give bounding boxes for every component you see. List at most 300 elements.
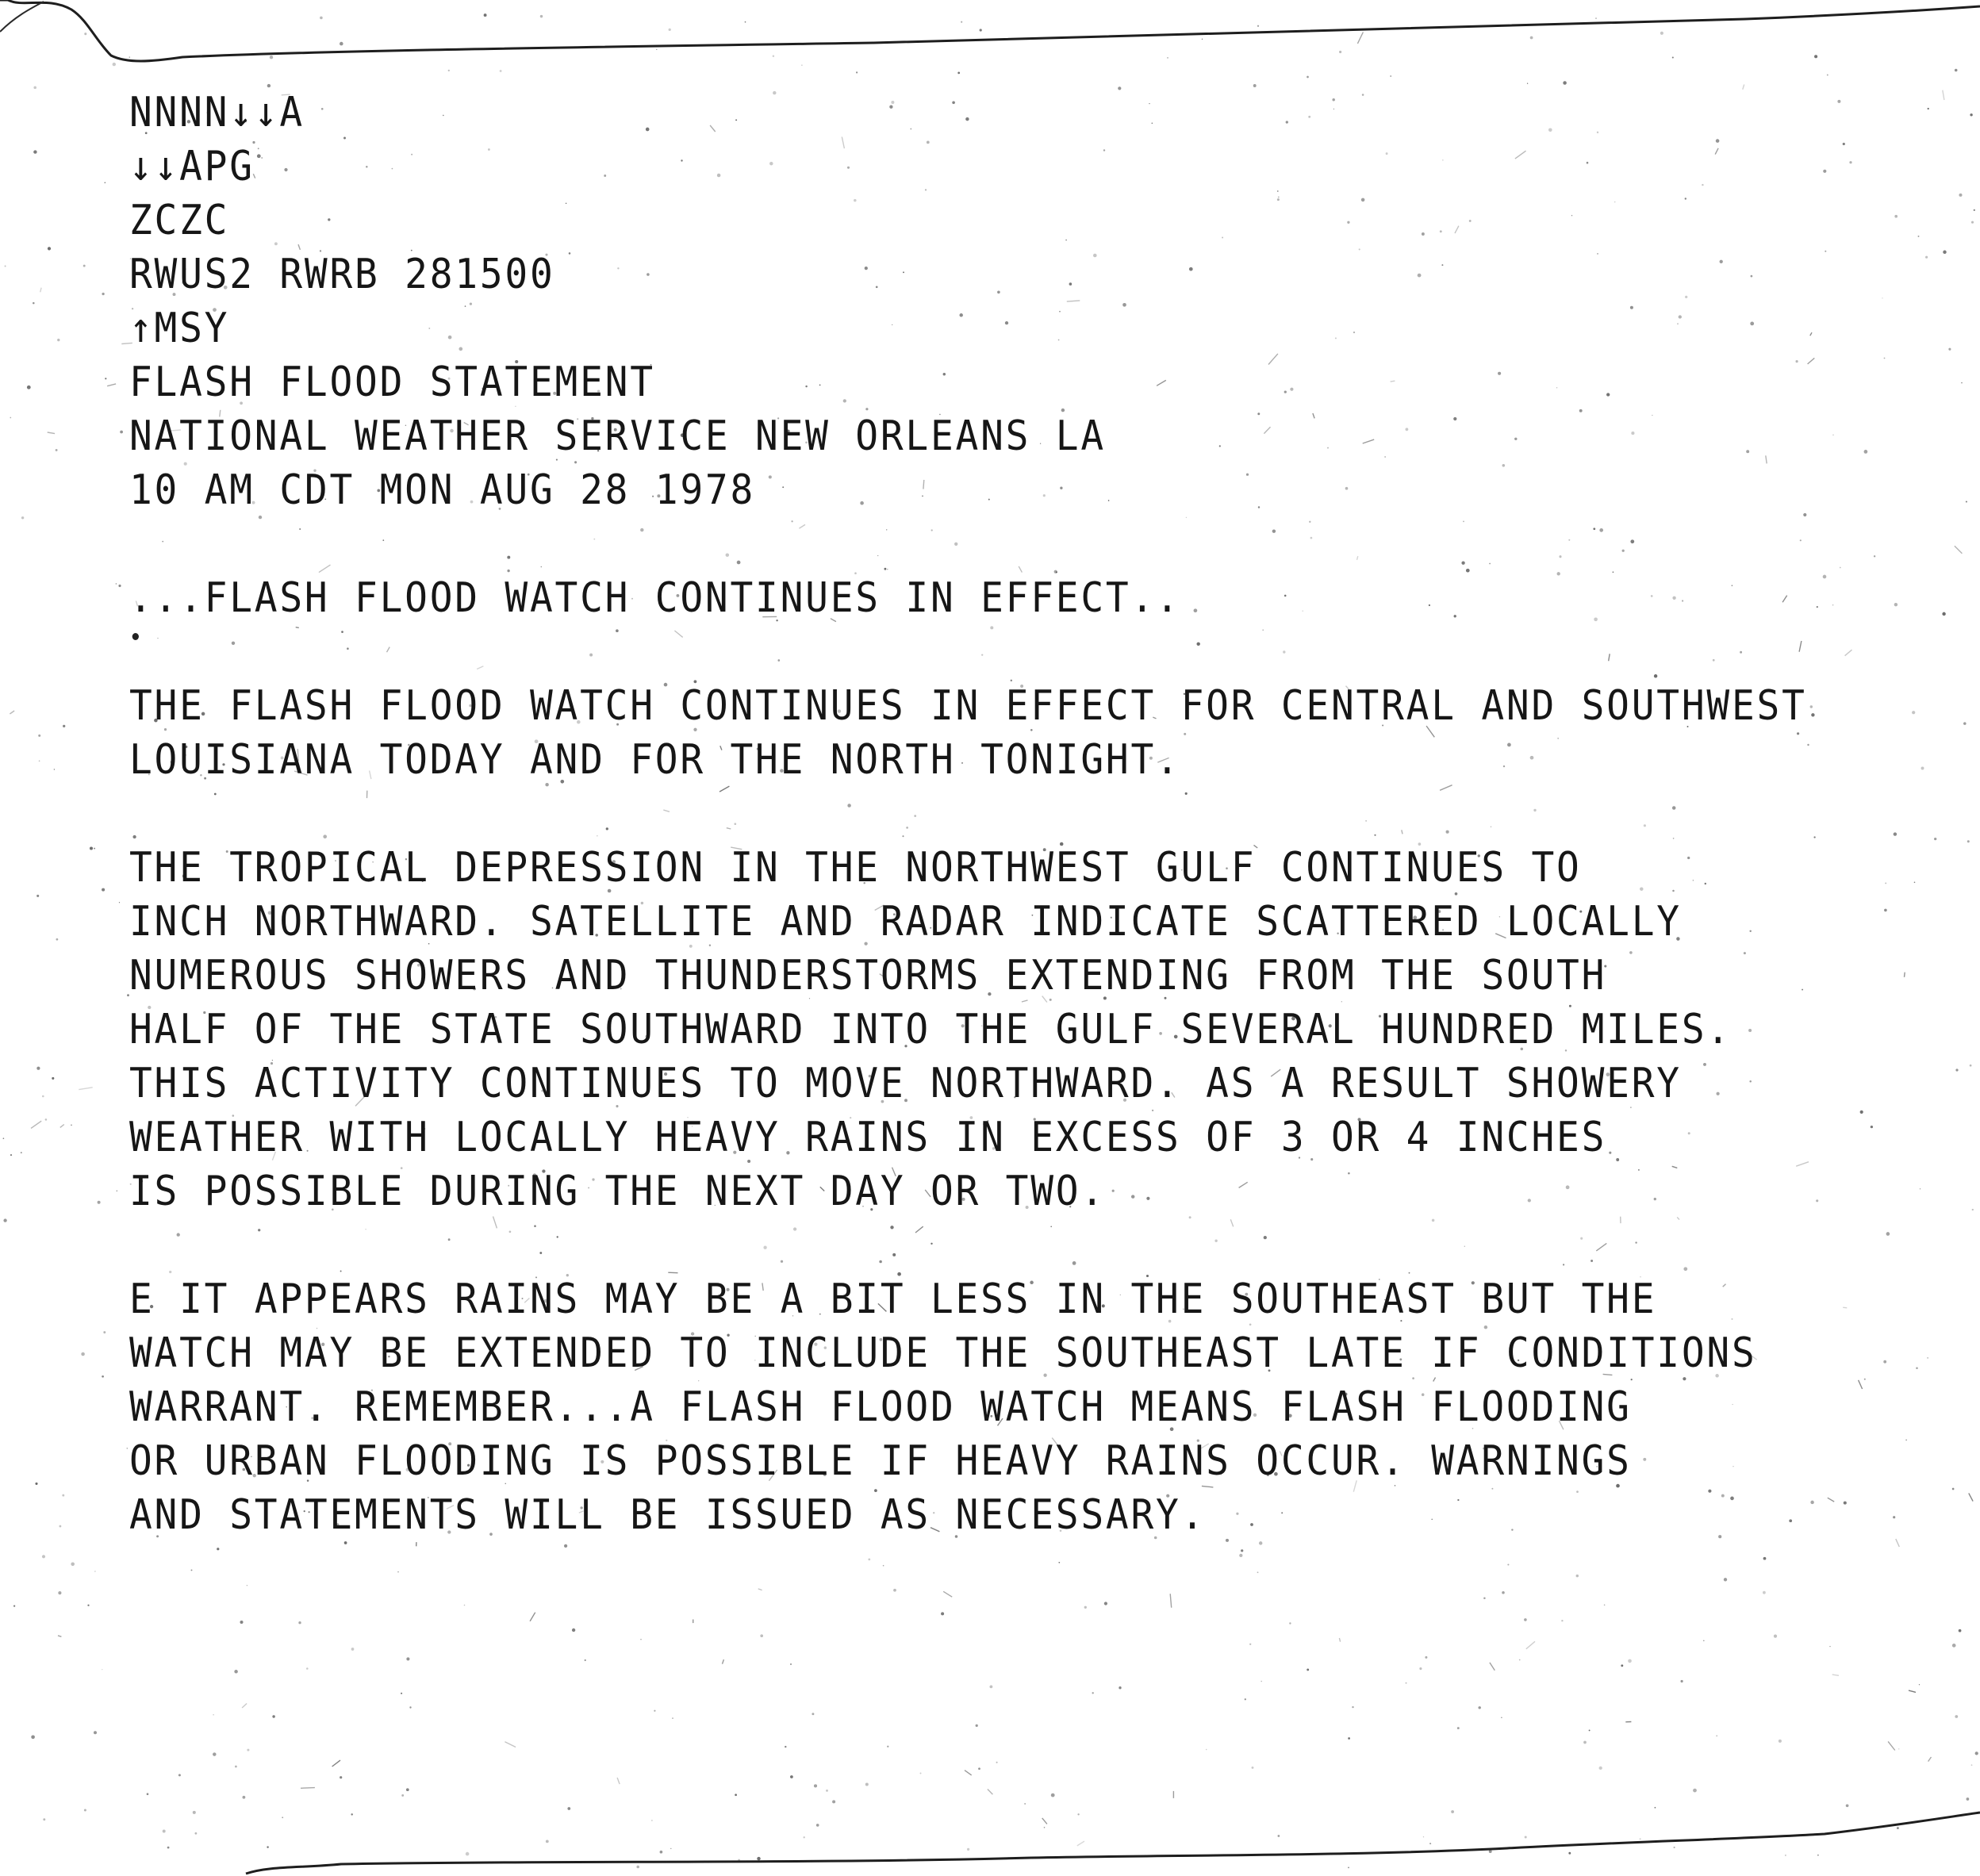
scratch: [1928, 1757, 1932, 1762]
speckle: [760, 1634, 763, 1637]
speckle: [1959, 1629, 1962, 1632]
speckle: [1763, 1557, 1767, 1560]
scratch: [758, 1589, 762, 1590]
speckle: [1816, 1199, 1818, 1202]
speckle: [10, 417, 11, 419]
speckle: [1918, 236, 1920, 237]
speckle: [1119, 1686, 1121, 1689]
speckle: [102, 1375, 104, 1378]
paragraph-line: E IT APPEARS RAINS MAY BE A BIT LESS IN THE SOUTHEAST BUT THE: [129, 1276, 1657, 1323]
spacer: [129, 652, 1771, 679]
speckle: [118, 585, 121, 587]
speckle: [351, 1813, 352, 1815]
scratch: [60, 1125, 64, 1128]
speckle: [1796, 360, 1798, 363]
speckle: [21, 516, 24, 519]
speckle: [1803, 513, 1806, 516]
scratch: [1490, 1663, 1495, 1671]
speckle: [58, 1591, 61, 1594]
speckle: [103, 1331, 106, 1333]
speckle: [1942, 612, 1945, 616]
speckle: [1823, 575, 1827, 579]
speckle: [33, 86, 36, 90]
scratch: [723, 1659, 724, 1664]
speckle: [1502, 1591, 1505, 1594]
speckle: [1955, 1715, 1958, 1718]
speckle: [10, 1154, 12, 1156]
top-paper-edge: [0, 0, 1980, 61]
speckle: [1628, 1659, 1632, 1663]
speckle: [1955, 1068, 1958, 1071]
speckle: [409, 1706, 411, 1708]
speckle: [3, 1137, 5, 1139]
speckle: [980, 29, 982, 31]
paragraph-line: OR URBAN FLOODING IS POSSIBLE IF HEAVY RAINS OCCUR. WARNINGS: [129, 1437, 1632, 1485]
scratch: [1357, 33, 1363, 44]
speckle: [129, 56, 130, 57]
paragraph-3: [129, 1272, 1771, 1542]
speckle: [773, 55, 774, 56]
paragraph-line: NUMEROUS SHOWERS AND THUNDERSTORMS EXTENDING FROM THE SOUTH: [129, 952, 1607, 999]
speckle: [147, 1793, 149, 1795]
scratch: [31, 1121, 41, 1128]
speckle: [1681, 1680, 1683, 1682]
speckle: [1352, 1706, 1353, 1708]
speckle: [1429, 1843, 1431, 1844]
speckle: [1104, 1602, 1107, 1605]
message-header: [129, 86, 1771, 517]
scratch: [40, 288, 41, 293]
headline: ...FLASH FLOOD WATCH CONTINUES IN EFFECT..: [129, 574, 1181, 622]
scratch: [1796, 1162, 1809, 1167]
speckle: [90, 846, 93, 850]
speckle: [1871, 1126, 1873, 1128]
scratch: [1955, 546, 1963, 553]
speckle: [757, 1857, 760, 1860]
speckle: [1898, 1748, 1899, 1749]
scratch: [79, 1088, 92, 1090]
speckle: [401, 1693, 402, 1694]
speckle: [1844, 1502, 1847, 1505]
speckle: [120, 431, 123, 434]
speckle: [790, 1775, 793, 1778]
scratch: [242, 1704, 247, 1709]
speckle: [1894, 603, 1898, 606]
speckle: [27, 386, 31, 389]
speckle: [672, 1717, 673, 1719]
speckle: [33, 150, 36, 153]
speckle: [976, 1724, 978, 1727]
speckle: [340, 42, 343, 46]
speckle: [35, 1483, 37, 1485]
speckle: [1952, 1488, 1955, 1490]
speckle: [1202, 39, 1203, 40]
speckle: [484, 13, 487, 17]
speckle: [1966, 501, 1967, 502]
speckle: [865, 1782, 869, 1786]
speckle: [1843, 143, 1845, 145]
speckle: [1167, 57, 1168, 59]
speckle: [540, 15, 543, 17]
speckle: [1451, 1810, 1454, 1813]
speckle: [1483, 1598, 1486, 1600]
speckle: [1874, 555, 1875, 557]
speckle: [1245, 1698, 1246, 1700]
speckle: [812, 1713, 814, 1715]
speckle: [989, 1685, 992, 1688]
speckle: [660, 1851, 663, 1854]
speckle: [1811, 713, 1814, 716]
speckle: [45, 1118, 48, 1121]
speckle: [546, 1840, 549, 1843]
speckle: [1807, 744, 1809, 746]
speckle: [5, 266, 6, 267]
speckle: [1249, 1644, 1251, 1645]
speckle: [21, 1152, 22, 1153]
speckle: [814, 1784, 817, 1787]
speckle: [1897, 1827, 1899, 1829]
speckle: [42, 1095, 44, 1098]
speckle: [113, 63, 116, 66]
speckle: [1583, 1741, 1587, 1744]
speckle: [1955, 69, 1958, 72]
paragraph-line: IS POSSIBLE DURING THE NEXT DAY OR TWO.: [129, 1168, 1106, 1215]
speckle: [270, 56, 273, 59]
speckle: [1561, 1620, 1563, 1621]
speckle: [1478, 1706, 1480, 1709]
speckle: [826, 1790, 828, 1792]
speckle: [306, 1667, 309, 1670]
speckle: [1967, 840, 1970, 842]
speckle: [43, 1818, 45, 1820]
separator-dot: [129, 625, 1771, 652]
speckle: [1206, 1749, 1207, 1751]
scratch: [617, 1778, 620, 1784]
scratch: [965, 1770, 972, 1775]
speckle: [240, 1621, 243, 1624]
speckle: [466, 1852, 470, 1856]
speckle: [71, 1563, 75, 1567]
speckle: [87, 1605, 89, 1606]
speckle: [1595, 17, 1597, 19]
speckle: [1925, 256, 1928, 259]
speckle: [340, 1776, 342, 1778]
scratch: [1042, 1818, 1047, 1824]
speckle: [656, 49, 657, 50]
speckle: [1307, 1668, 1309, 1671]
speckle: [235, 1766, 237, 1768]
speckle: [816, 1824, 819, 1827]
speckle: [1785, 1855, 1786, 1856]
speckle: [1789, 1519, 1792, 1522]
speckle: [1885, 882, 1886, 884]
speckle: [1307, 76, 1309, 79]
speckle: [585, 1659, 586, 1661]
speckle: [191, 1569, 193, 1571]
speckle: [804, 1836, 805, 1838]
header-line: NNNN↓↓A: [129, 89, 305, 136]
speckle: [1241, 1549, 1243, 1552]
speckle: [406, 1657, 409, 1660]
speckle: [1568, 1852, 1571, 1855]
speckle: [1348, 1866, 1349, 1868]
speckle: [1916, 1367, 1918, 1369]
speckle: [1519, 1659, 1521, 1661]
speckle: [1849, 161, 1851, 163]
speckle: [1660, 32, 1663, 35]
speckle: [957, 72, 960, 75]
speckle: [234, 1670, 238, 1674]
speckle: [654, 1710, 655, 1712]
speckle: [36, 1067, 40, 1070]
paragraph-line: AND STATEMENTS WILL BE ISSUED AS NECESSARY.: [129, 1491, 1207, 1539]
scratch: [1859, 1380, 1863, 1389]
speckle: [1921, 767, 1924, 770]
speckle: [163, 1830, 166, 1833]
speckle: [102, 888, 105, 892]
speckle: [1423, 1836, 1424, 1837]
scratch: [1170, 1594, 1172, 1608]
speckle: [98, 1201, 101, 1204]
speckle: [738, 1859, 740, 1862]
header-line: ZCZC: [129, 197, 230, 244]
speckle: [1813, 836, 1815, 838]
paragraph-1: [129, 679, 1807, 787]
speckle: [1252, 1767, 1254, 1769]
speckle: [1948, 348, 1951, 351]
speckle: [1527, 83, 1528, 84]
speckle: [116, 583, 117, 585]
speckle: [1239, 1554, 1242, 1557]
speckle: [1489, 1850, 1492, 1853]
speckle: [941, 1612, 944, 1615]
issuing-office: NATIONAL WEATHER SERVICE NEW ORLEANS LA: [129, 412, 1106, 460]
speckle: [1814, 55, 1817, 58]
scratch: [1909, 1690, 1916, 1692]
scratch: [10, 711, 14, 714]
speckle: [1886, 1232, 1890, 1236]
speckle: [1975, 1751, 1978, 1755]
speckle: [42, 1555, 45, 1558]
speckle: [1943, 251, 1947, 255]
speckle: [500, 70, 502, 72]
speckle: [1257, 1571, 1259, 1573]
speckle: [1763, 1591, 1766, 1594]
speckle: [84, 33, 86, 35]
speckle: [1884, 358, 1886, 359]
speckle: [83, 265, 86, 267]
speckle: [1840, 567, 1841, 569]
speckle: [39, 760, 40, 762]
scratch: [1808, 358, 1815, 364]
speckle: [94, 848, 95, 850]
speckle: [1832, 604, 1834, 606]
speckle: [1621, 1664, 1623, 1667]
scratch: [1782, 596, 1787, 603]
paragraph-line: THE TROPICAL DEPRESSION IN THE NORTHWEST GULF CONTINUES TO: [129, 844, 1582, 892]
scratch: [332, 1760, 340, 1767]
speckle: [62, 1494, 64, 1497]
speckle: [1077, 1813, 1079, 1815]
speckle: [790, 1663, 792, 1665]
header-line: ↓↓APG: [129, 143, 255, 190]
scratch: [1077, 1841, 1084, 1846]
speckle: [1044, 1827, 1046, 1828]
speckle: [63, 725, 65, 727]
speckle: [1576, 1575, 1579, 1577]
speckle: [670, 1848, 671, 1849]
speckle: [33, 302, 35, 305]
speckle: [745, 21, 746, 23]
speckle: [1963, 722, 1967, 725]
speckle: [1884, 909, 1887, 912]
speckle: [1810, 705, 1813, 708]
speckle: [883, 1565, 884, 1567]
speckle: [193, 1811, 196, 1814]
speckle: [636, 1866, 639, 1869]
speckle: [1972, 1209, 1974, 1210]
speckle: [1390, 75, 1391, 77]
speckle: [1919, 1684, 1920, 1685]
speckle: [1693, 1789, 1697, 1793]
speckle: [1589, 1729, 1591, 1731]
speckle: [1563, 81, 1567, 85]
speckle: [1779, 1740, 1782, 1743]
speckle: [1797, 732, 1799, 735]
spacer: [129, 787, 1771, 841]
speckle: [81, 1352, 85, 1356]
speckle: [1827, 75, 1828, 76]
paragraph-line: WARRANT. REMEMBER...A FLASH FLOOD WATCH MEANS FLASH FLOODING: [129, 1383, 1632, 1431]
scratch: [943, 1591, 952, 1597]
speckle: [1024, 1803, 1025, 1804]
statement-title: FLASH FLOOD STATEMENT: [129, 359, 655, 406]
speckle: [1774, 1635, 1777, 1638]
speckle: [1289, 1622, 1291, 1624]
speckle: [961, 21, 962, 23]
speckle: [52, 1077, 54, 1080]
header-line: RWUS2 RWRB 281500: [129, 251, 555, 298]
spacer: [129, 517, 1771, 571]
teletype-message: [129, 86, 1807, 1542]
speckle: [1967, 1797, 1970, 1801]
speckle: [1905, 1439, 1907, 1441]
top-corner-fold: [0, 2, 44, 32]
speckle: [31, 1735, 35, 1739]
scratch: [530, 1613, 535, 1621]
speckle: [247, 1585, 248, 1586]
speckle: [832, 1800, 835, 1803]
speckle: [38, 735, 40, 737]
speckle: [1914, 882, 1916, 884]
speckle: [105, 182, 106, 183]
speckle: [1934, 838, 1936, 840]
speckle: [1802, 989, 1803, 991]
speckle: [36, 895, 39, 897]
scratch: [107, 384, 116, 386]
scratch: [301, 1788, 315, 1789]
speckle: [3, 1218, 6, 1222]
speckle: [1810, 1501, 1813, 1504]
speckle: [1524, 1618, 1527, 1621]
speckle: [267, 1846, 268, 1847]
speckle: [298, 1621, 301, 1624]
speckle: [217, 1548, 219, 1550]
speckle: [102, 293, 104, 295]
paragraph-line: WATCH MAY BE EXTENDED TO INCLUDE THE SOUTHEAST LATE IF CONDITIONS: [129, 1329, 1757, 1377]
paragraph-line: LOUISIANA TODAY AND FOR THE NORTH TONIGHT.: [129, 736, 1181, 784]
speckle: [1604, 1605, 1606, 1606]
speckle: [669, 29, 671, 31]
scratch: [1810, 332, 1812, 336]
scratch: [1845, 650, 1852, 656]
speckle: [105, 378, 106, 379]
speckle: [920, 1773, 922, 1774]
speckle: [887, 1746, 888, 1747]
scratch: [1943, 90, 1944, 100]
speckle: [856, 71, 858, 73]
speckle: [1894, 832, 1897, 835]
speckle: [48, 247, 51, 250]
scratch: [505, 1742, 516, 1747]
scratch: [1799, 641, 1802, 652]
speckle: [13, 1605, 15, 1606]
speckle: [1974, 209, 1975, 211]
speckle: [1800, 539, 1802, 541]
speckle: [1672, 56, 1674, 58]
speckle: [567, 1807, 570, 1810]
spacer: [129, 1218, 1771, 1272]
speckle: [564, 1544, 567, 1548]
speckle: [1058, 1562, 1060, 1563]
scratch: [48, 432, 55, 434]
speckle: [1703, 1640, 1705, 1641]
speckle: [1640, 1838, 1641, 1840]
speckle: [893, 1589, 896, 1592]
paragraph-2: [129, 841, 1771, 1218]
speckle: [868, 1559, 870, 1561]
speckle: [320, 17, 323, 20]
scratch: [1526, 1641, 1535, 1649]
speckle: [1817, 1855, 1819, 1856]
speckle: [1912, 711, 1915, 714]
speckle: [464, 1605, 466, 1606]
speckle: [1655, 1807, 1656, 1809]
speckle: [801, 64, 802, 65]
paragraph-line: HALF OF THE STATE SOUTHWARD INTO THE GULF SEVERAL HUNDRED MILES.: [129, 1006, 1732, 1053]
speckle: [119, 902, 120, 903]
scratch: [1339, 1638, 1340, 1642]
issue-datetime: 10 AM CDT MON AUG 28 1978: [129, 466, 756, 514]
paragraph-line: INCH NORTHWARD. SATELLITE AND RADAR INDICATE SCATTERED LOCALLY: [129, 898, 1682, 946]
speckle: [1893, 1516, 1895, 1518]
speckle: [56, 938, 59, 941]
speckle: [1952, 1644, 1956, 1648]
speckle: [735, 1794, 737, 1796]
speckle: [1823, 170, 1826, 173]
speckle: [1894, 215, 1898, 218]
speckle: [1257, 25, 1259, 27]
speckle: [1837, 100, 1840, 103]
speckle: [785, 1746, 786, 1747]
speckle: [1507, 1563, 1509, 1565]
speckle: [84, 1809, 86, 1812]
scratch: [988, 1790, 993, 1795]
speckle: [1927, 1357, 1928, 1358]
speckle: [1817, 606, 1818, 608]
speckle: [1406, 1682, 1407, 1684]
speckle: [1928, 108, 1929, 109]
